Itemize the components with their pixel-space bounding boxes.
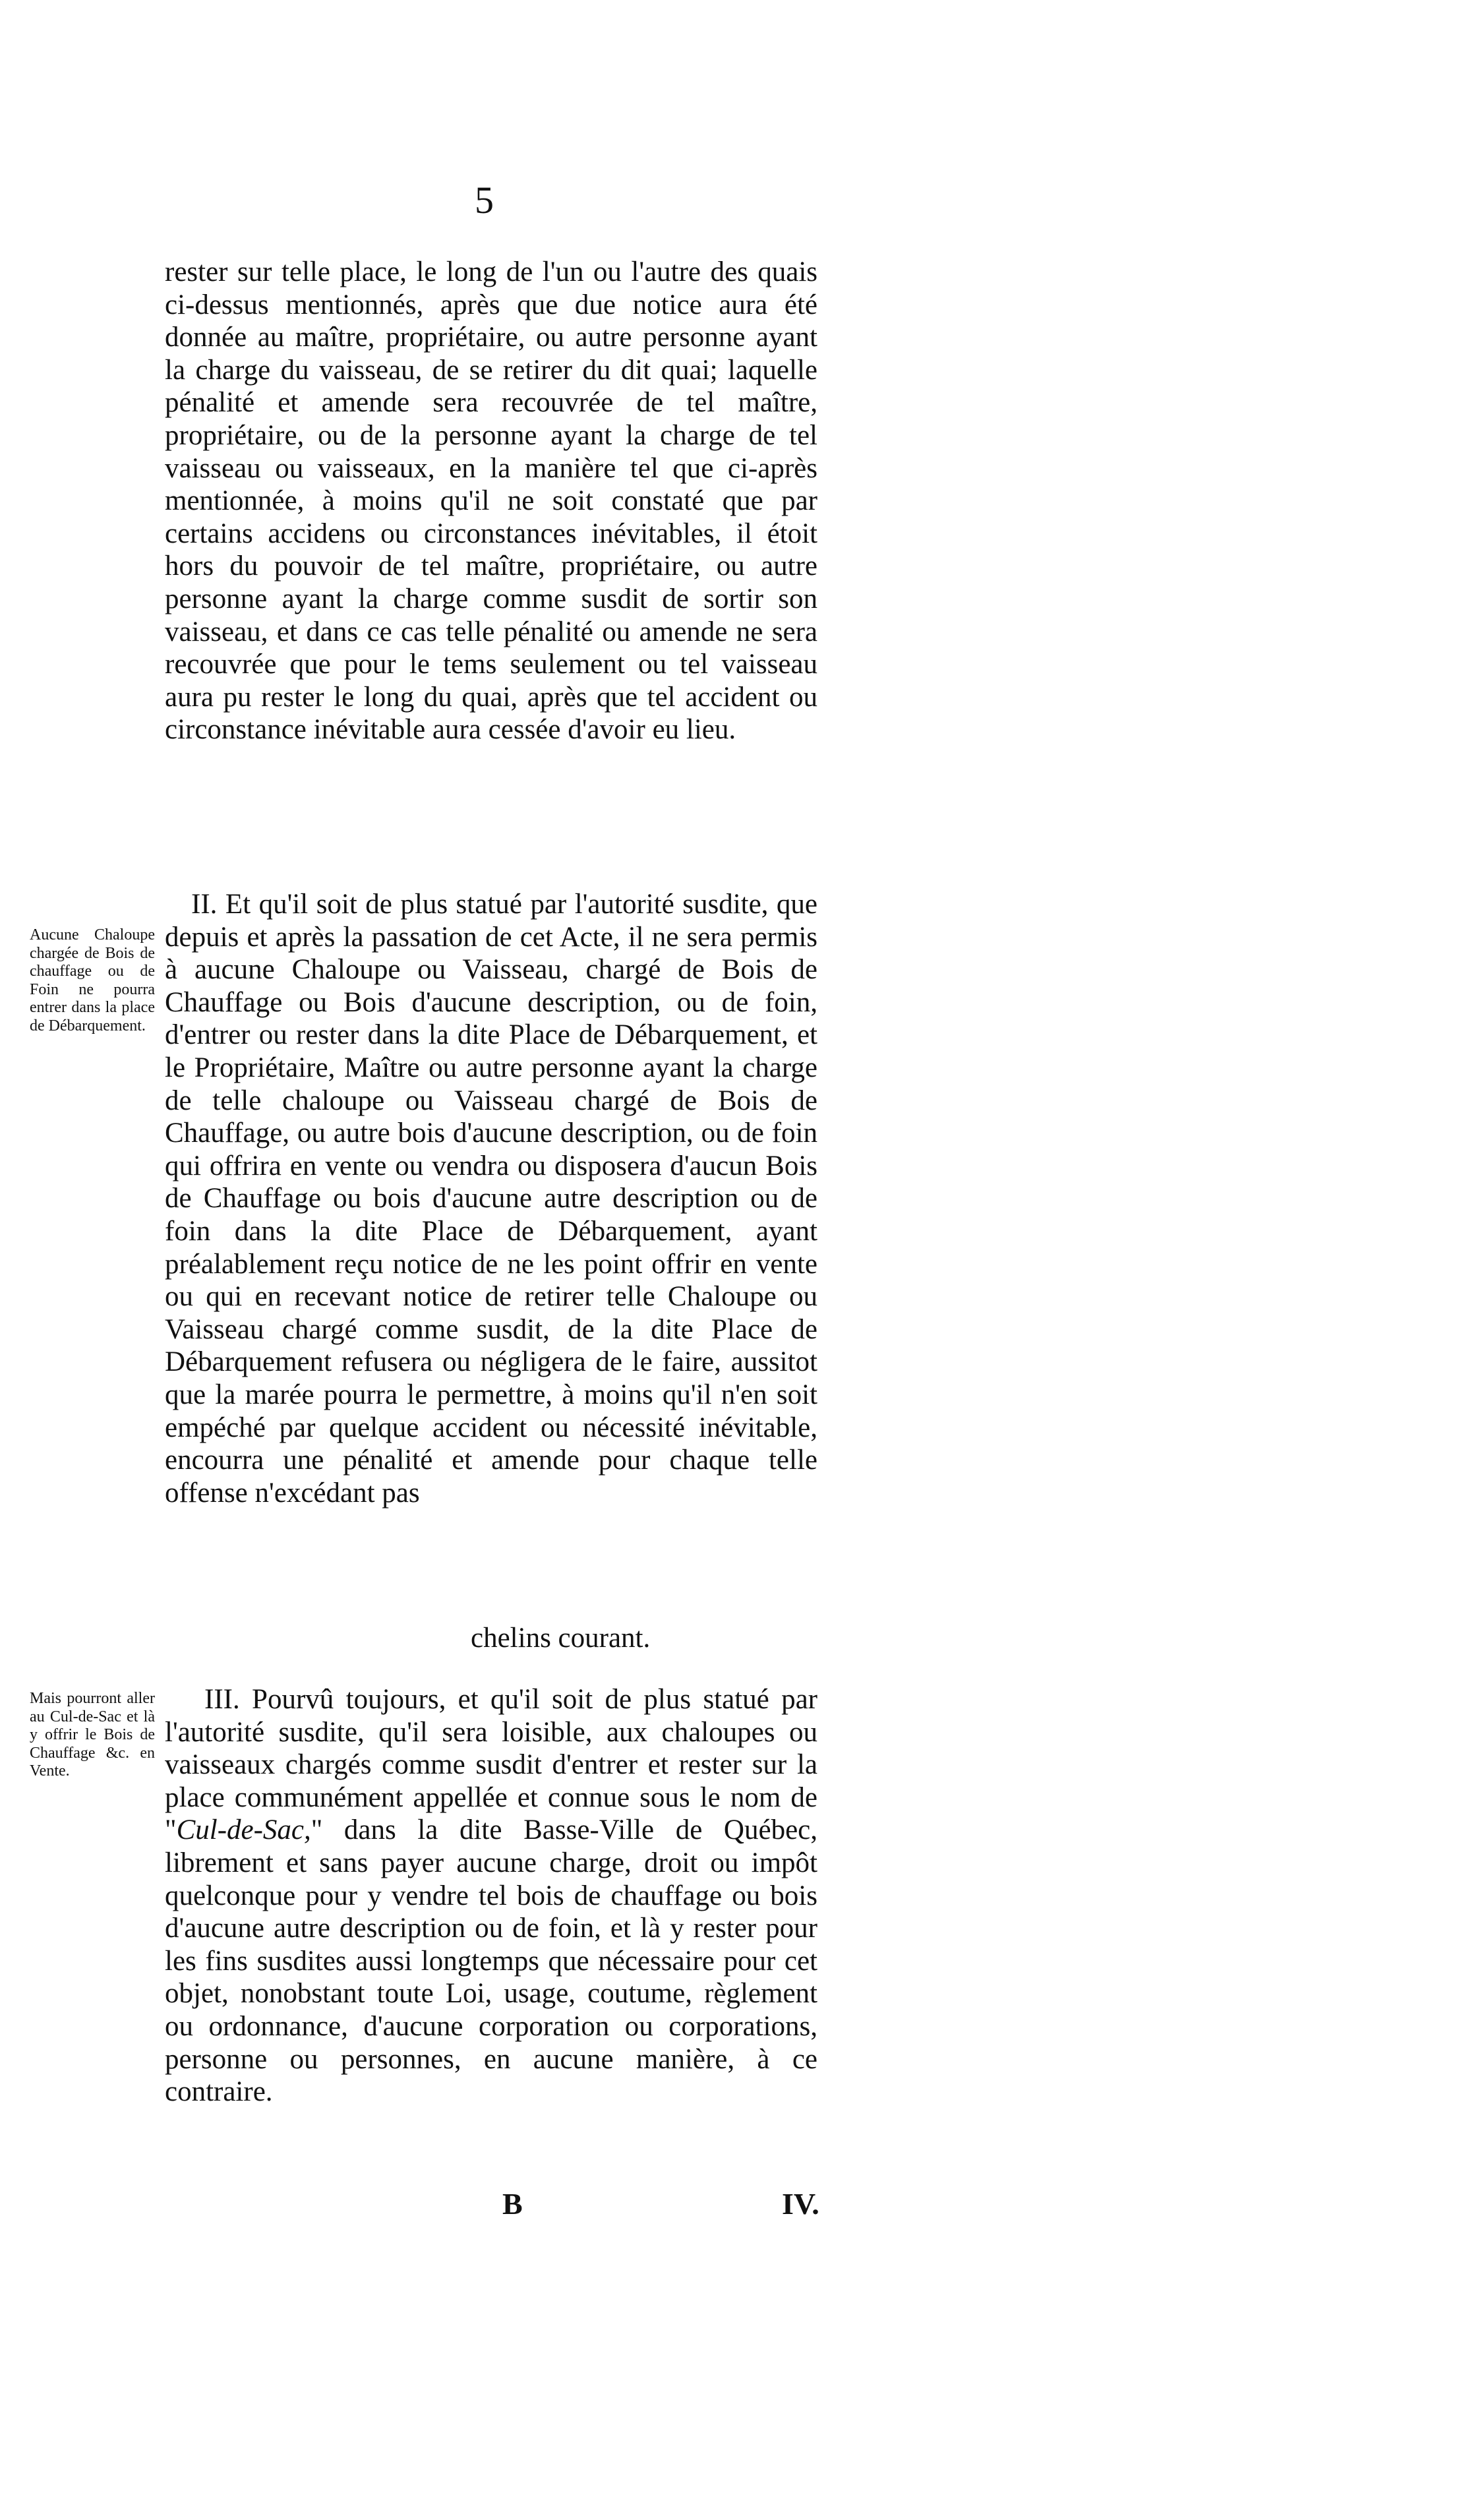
page-number: 5 <box>475 179 494 222</box>
paragraph-section-2: II. Et qu'il soit de plus statué par l'autorité susdite, que depuis et après la passation de cet Acte, il ne sera permis à aucune Chaloupe ou Vaisseau, chargé de Bois de Chauffage ou Bois d'aucune description, ou de foin, d'entrer ou rester dans la dite Place de Débarquement, et le Propriétaire, Maître ou autre personne ayant la charge de telle chaloupe ou Vaisseau chargé de Bois de Chauffage, ou autre bois d'aucune description, ou de foin qui offrira en vente ou vendra ou disposera d'aucun Bois de Chauffage ou bois d'aucune autre description ou de foin dans la dite Place de Débarquement, ayant préalablement reçu notice de ne les point offrir en vente ou qui en recevant notice de retirer telle Chaloupe ou Vaisseau chargé comme susdit, de la dite Place de Débarquement refusera ou négligera de le faire, aussitot que la marée pourra le permettre, à moins qu'il n'en soit empéché par quelque accident ou nécessité inévitable, encourra une pénalité et amende pour chaque telle offense n'excédant pas <box>165 889 817 1509</box>
margin-note-section-3: Mais pourront aller au Cul-de-Sac et là y offrir le Bois de Chauffage &c. en Vente. <box>30 1690 155 1780</box>
paragraph-section-3 <box>165 1683 817 2109</box>
catchword: IV. <box>782 2187 819 2221</box>
section-3-text-before: III. Pourvû toujours, et qu'il soit de plus statué par l'autorité susdite, qu'il sera loisible, aux chaloupes ou vaisseaux chargés comme susdit d'entrer et rester sur la place communément appellée et connue sous le nom de " <box>165 1684 817 1846</box>
amount-line: chelins courant. <box>471 1623 651 1654</box>
margin-note-section-2: Aucune Chaloupe chargée de Bois de chauffage ou de Foin ne pourra entrer dans la place de Débarquement. <box>30 926 155 1034</box>
cul-de-sac-term: Cul-de-Sac, <box>176 1814 311 1846</box>
section-3-text-after: " dans la dite Basse-Ville de Québec, librement et sans payer aucune charge, droit ou impôt quelconque pour y vendre tel bois de chauffage ou bois d'aucune autre description ou de foin, et là y rester pour les fins susdites aussi longtemps que nécessaire pour cet objet, nonobstant toute Loi, usage, coutume, règlement ou ordonnance, d'aucune corporation ou corporations, personne ou personnes, en aucune manière, à ce contraire. <box>165 1814 817 2108</box>
paragraph-continued: rester sur telle place, le long de l'un ou l'autre des quais ci-dessus mentionnés, après que due notice aura été donnée au maître, propriétaire, ou autre personne ayant la charge du vaisseau, de se retirer du dit quai; laquelle pénalité et amende sera recouvrée de tel maître, propriétaire, ou de la personne ayant la charge de tel vaisseau ou vaisseaux, en la manière tel que ci-après mentionnée, à moins qu'il ne soit constaté que par certains accidens ou circonstances inévitables, il étoit hors du pouvoir de tel maître, propriétaire, ou autre personne ayant la charge comme susdit de sortir son vaisseau, et dans ce cas telle pénalité ou amende ne sera recouvrée que pour le tems seulement ou tel vaisseau aura pu rester le long du quai, après que tel accident ou circonstance inévitable aura cessée d'avoir eu lieu. <box>165 256 817 746</box>
signature-mark: B <box>502 2187 523 2221</box>
